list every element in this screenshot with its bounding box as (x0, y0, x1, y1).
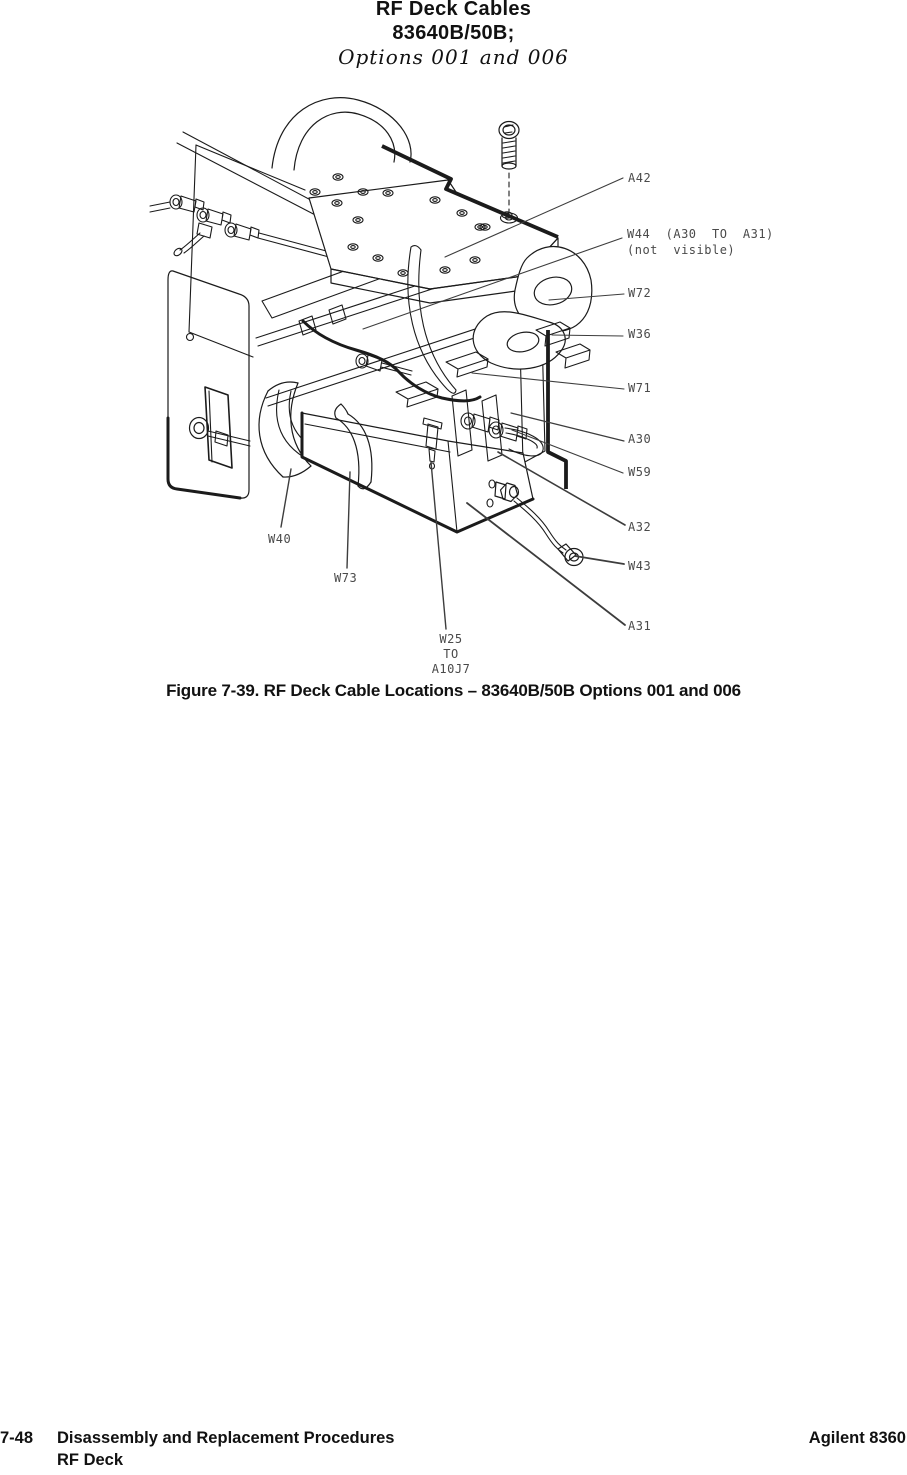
svg-text:W71: W71 (628, 381, 652, 395)
diagram-label-w43 (575, 556, 651, 573)
svg-text:W36: W36 (628, 327, 652, 341)
svg-text:W44 (A30 TO A31)(not visib: W44 (A30 TO A31) (not visible) (627, 227, 774, 257)
svg-text:A31: A31 (628, 619, 652, 633)
mid-connector (356, 354, 412, 375)
left-lower-connector (190, 387, 251, 468)
front-frame (168, 271, 249, 498)
front-panel-connectors (150, 195, 330, 257)
diagram-label-w71 (472, 373, 651, 395)
header-title: RF Deck Cables (375, 0, 532, 20)
footer-subsection: RF Deck (57, 1451, 124, 1469)
svg-text:A30: A30 (628, 432, 652, 446)
diagram-label-w73 (334, 472, 357, 585)
diagram-label-w40 (268, 469, 291, 546)
svg-text:W40: W40 (268, 532, 292, 546)
svg-text:W72: W72 (628, 286, 652, 300)
top-bracket (272, 98, 411, 170)
footer-section: Disassembly and Replacement Procedures (57, 1429, 395, 1447)
figure-caption: Figure 7-39. RF Deck Cable Locations – 83640B/50B Options 001 and 006 (166, 681, 741, 700)
svg-text:W59: W59 (628, 465, 652, 479)
svg-text:W73: W73 (334, 571, 358, 585)
footer-product: Agilent 8360 (808, 1429, 906, 1447)
svg-text:W43: W43 (628, 559, 652, 573)
svg-text:A42: A42 (628, 171, 652, 185)
footer-page-number: 7-48 (0, 1429, 34, 1447)
svg-text:W25TOA10J7: W25 TO A10J7 (431, 632, 471, 676)
diagram-label-a31 (467, 503, 651, 633)
header-model: 83640B/50B; (392, 22, 515, 44)
mounting-screw (499, 122, 519, 212)
a31-box (302, 413, 533, 532)
svg-text:A32: A32 (628, 520, 652, 534)
header-options: Options 001 and 006 (338, 45, 569, 69)
